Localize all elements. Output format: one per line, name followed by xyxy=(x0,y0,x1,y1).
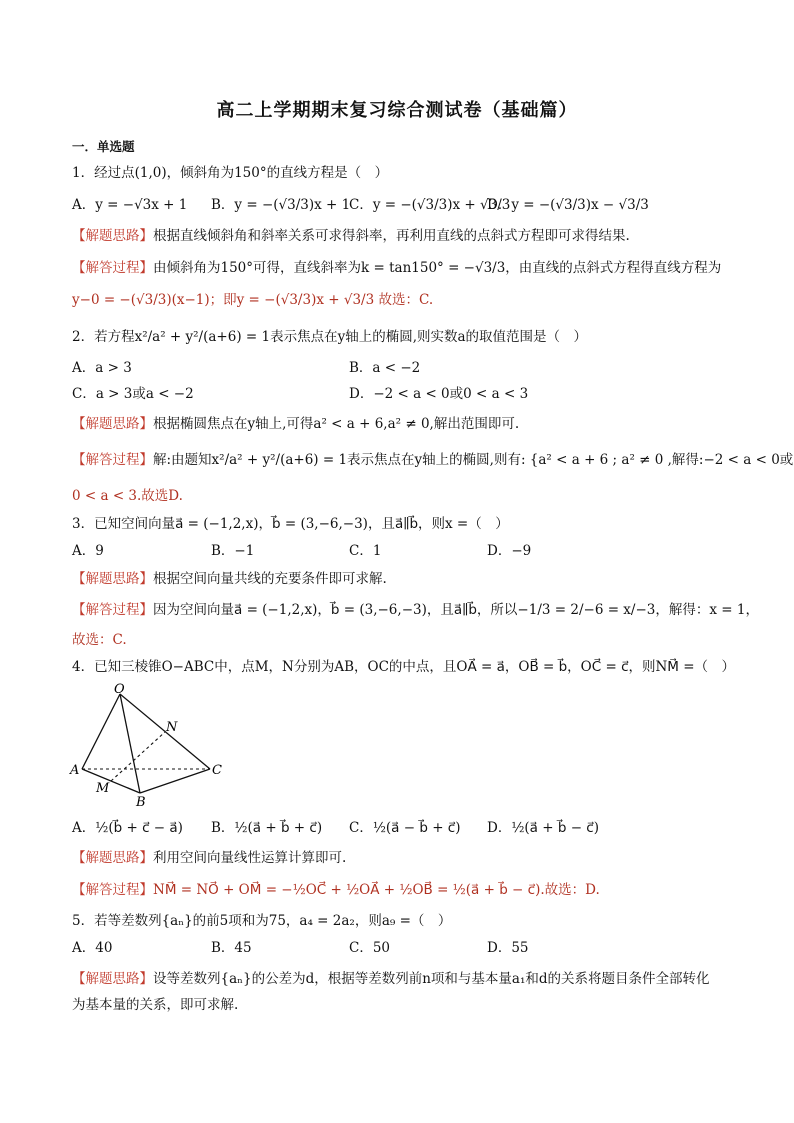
q3-process xyxy=(72,600,759,620)
process-tag: 【解答过程】 xyxy=(72,452,153,468)
q3-idea xyxy=(72,569,734,589)
q2-process-text: 解:由题知x²/a² + y²/(a+6) = 1表示焦点在y轴上的椭圆,则有: {a² < a + 6 ; a² ≠ 0 ,解得:−2 < a < 0或 xyxy=(153,452,794,468)
label-n: N xyxy=(166,720,178,735)
q4-option-d[interactable]: D．½(a⃗ + b⃗ − c⃗) xyxy=(487,820,599,836)
process-tag: 【解答过程】 xyxy=(72,882,153,898)
q5-option-d[interactable]: D．55 xyxy=(487,940,529,956)
q5-stem: 5．若等差数列{aₙ}的前5项和为75，a₄ = 2a₂，则a₉ =（ ） xyxy=(72,913,452,929)
q2-process-cont: 0 < a < 3.故选D. xyxy=(72,488,183,504)
idea-tag: 【解题思路】 xyxy=(72,228,153,244)
q1-process-cont: y−0 = −(√3/3)(x−1)；即y = −(√3/3)x + √3/3 故选：C. xyxy=(72,292,434,308)
process-tag: 【解答过程】 xyxy=(72,260,153,276)
q1-process-text: 由倾斜角为150°可得，直线斜率为k = tan150° = −√3/3，由直线的点斜式方程得直线方程为 xyxy=(153,260,722,276)
q5-option-a[interactable]: A．40 xyxy=(72,940,113,956)
idea-tag: 【解题思路】 xyxy=(72,850,153,866)
q4-stem: 4．已知三棱锥O−ABC中，点M，N分别为AB，OC的中点，且OA⃗ = a⃗，OB⃗ = b⃗，OC⃗ = c⃗，则NM⃗ =（ ） xyxy=(72,659,736,675)
q1-option-b[interactable]: B．y = −(√3/3)x + 1 xyxy=(211,197,351,213)
q1-option-d[interactable]: D．y = −(√3/3)x − √3/3 xyxy=(487,197,649,213)
idea-tag: 【解题思路】 xyxy=(72,571,153,587)
q2-option-b[interactable]: B．a < −2 xyxy=(349,360,421,376)
q4-idea-text: 利用空间向量线性运算计算即可. xyxy=(153,850,347,866)
q2-idea-text: 根据椭圆焦点在y轴上,可得a² < a + 6,a² ≠ 0,解出范围即可. xyxy=(153,416,520,432)
q5-option-b[interactable]: B．45 xyxy=(211,940,252,956)
idea-tag: 【解题思路】 xyxy=(72,971,153,987)
q5-idea xyxy=(72,969,734,989)
q4-option-b[interactable]: B．½(a⃗ + b⃗ + c⃗) xyxy=(211,820,323,836)
q3-option-c[interactable]: C．1 xyxy=(349,543,382,559)
q1-stem: 1．经过点(1,0)，倾斜角为150°的直线方程是（ ） xyxy=(72,165,389,181)
q3-stem: 3．已知空间向量a⃗ = (−1,2,x)，b⃗ = (3,−6,−3)，且a⃗∥b⃗，则x =（ ） xyxy=(72,516,509,532)
q4-option-a[interactable]: A．½(b⃗ + c⃗ − a⃗) xyxy=(72,820,183,836)
process-tag: 【解答过程】 xyxy=(72,602,153,618)
q2-option-c[interactable]: C．a > 3或a < −2 xyxy=(72,386,194,402)
q1-idea xyxy=(72,226,734,246)
label-b: B xyxy=(136,795,146,810)
section-heading: 一．单选题 xyxy=(72,139,135,154)
q1-option-a[interactable]: A．y = −√3x + 1 xyxy=(72,197,188,213)
q2-option-d[interactable]: D．−2 < a < 0或0 < a < 3 xyxy=(349,386,529,402)
q2-idea xyxy=(72,414,734,434)
q4-process-text: NM⃗ = NO⃗ + OM⃗ = −½OC⃗ + ½OA⃗ + ½OB⃗ = ½(a⃗ + b⃗ − c⃗).故选：D. xyxy=(153,882,600,898)
label-a: A xyxy=(70,763,80,778)
q3-idea-text: 根据空间向量共线的充要条件即可求解. xyxy=(153,571,387,587)
q2-process xyxy=(72,450,794,470)
page-title: 高二上学期期末复习综合测试卷（基础篇） xyxy=(216,100,578,121)
q1-option-c[interactable]: C．y = −(√3/3)x + √3/3 xyxy=(349,197,511,213)
label-c: C xyxy=(212,763,222,778)
q2-stem: 2．若方程x²/a² + y²/(a+6) = 1表示焦点在y轴上的椭圆,则实数a的取值范围是（ ） xyxy=(72,329,588,345)
q2-option-a[interactable]: A．a > 3 xyxy=(72,360,132,376)
q4-option-c[interactable]: C．½(a⃗ − b⃗ + c⃗) xyxy=(349,820,461,836)
idea-tag: 【解题思路】 xyxy=(72,416,153,432)
q1-idea-text: 根据直线倾斜角和斜率关系可求得斜率，再利用直线的点斜式方程即可求得结果. xyxy=(153,228,630,244)
q4-idea xyxy=(72,848,734,868)
q3-process-text: 因为空间向量a⃗ = (−1,2,x)，b⃗ = (3,−6,−3)，且a⃗∥b⃗，所以−1/3 = 2/−6 = x/−3，解得：x = 1， xyxy=(153,602,759,618)
label-m: M xyxy=(96,781,110,796)
q5-idea-cont: 为基本量的关系，即可求解. xyxy=(72,997,239,1013)
q3-option-a[interactable]: A．9 xyxy=(72,543,104,559)
q5-option-c[interactable]: C．50 xyxy=(349,940,391,956)
q3-option-d[interactable]: D．−9 xyxy=(487,543,532,559)
q5-idea-text: 设等差数列{aₙ}的公差为d，根据等差数列前n项和与基本量a₁和d的关系将题目条件全部转化 xyxy=(153,971,710,987)
label-o: O xyxy=(114,682,125,697)
q3-option-b[interactable]: B．−1 xyxy=(211,543,255,559)
q1-process xyxy=(72,258,734,278)
tetrahedron-figure xyxy=(62,680,242,810)
q4-process xyxy=(72,880,734,900)
q3-process-cont: 故选：C. xyxy=(72,632,127,648)
